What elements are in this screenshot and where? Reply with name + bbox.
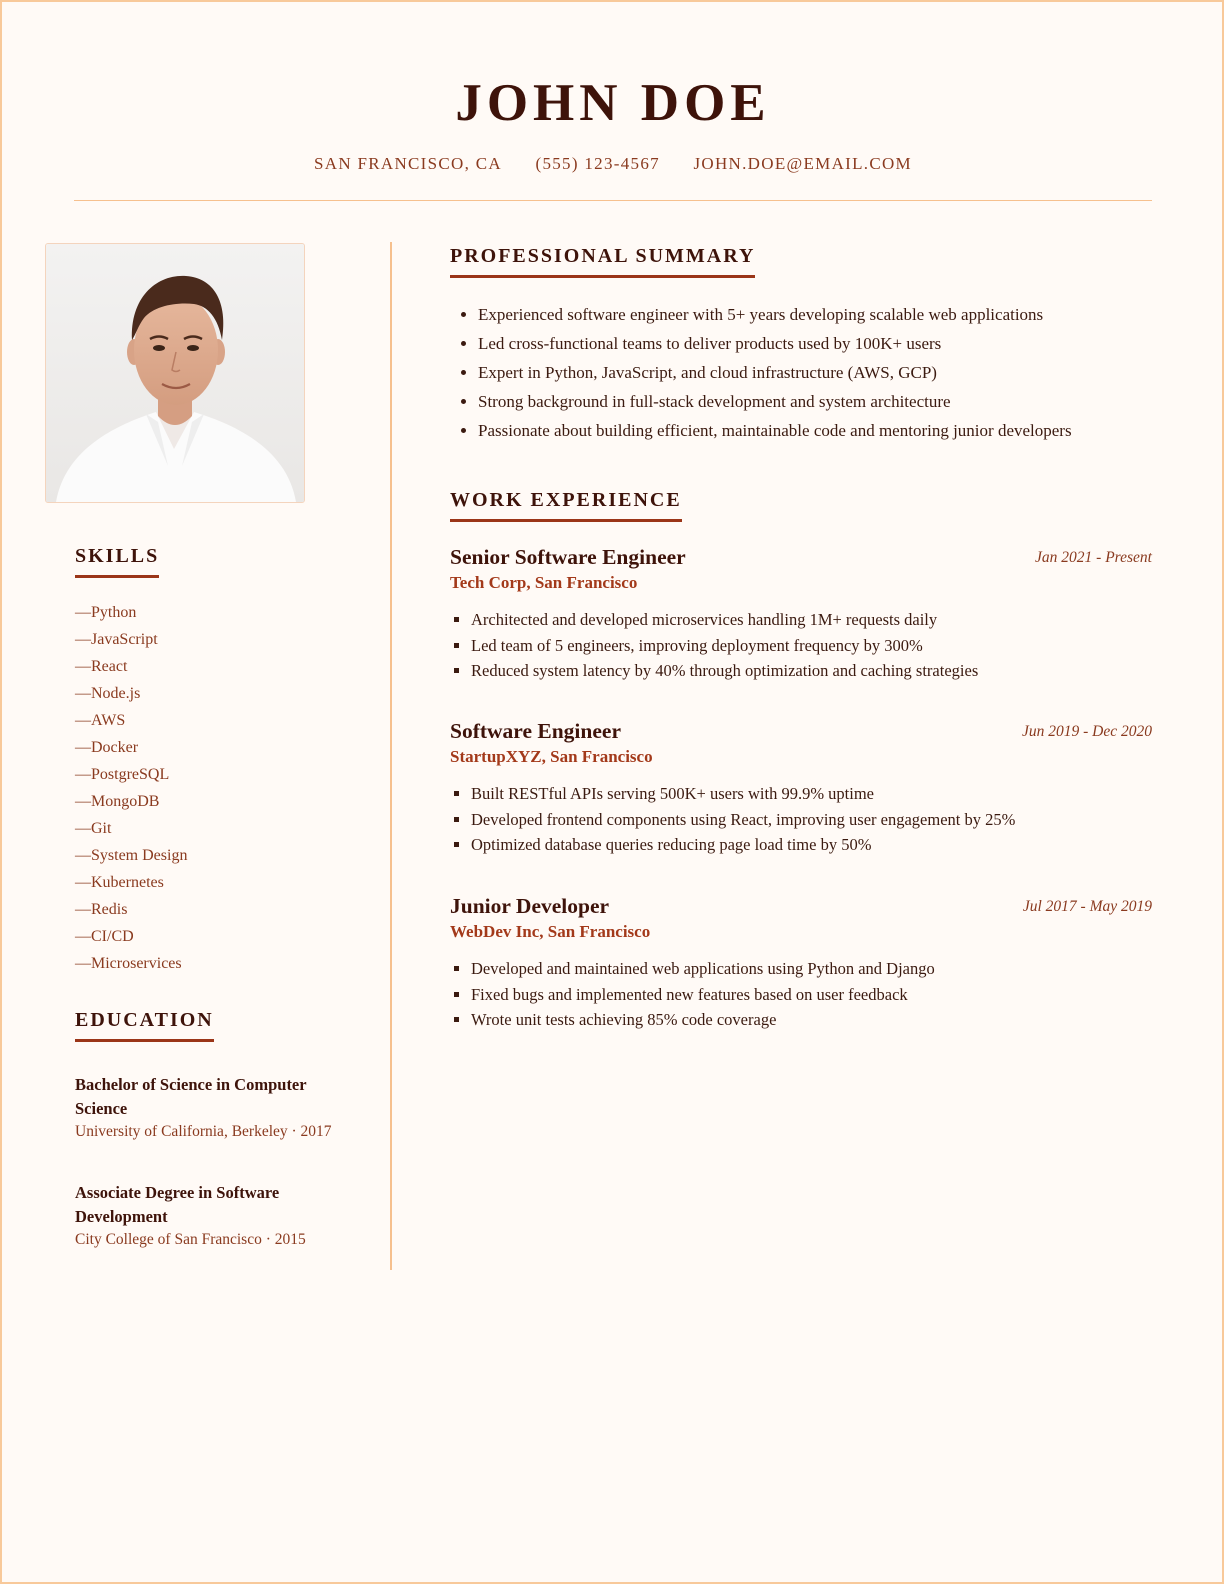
summary-item: • Strong background in full-stack development and system architecture — [478, 387, 1072, 416]
skill-item: —Kubernetes — [75, 874, 164, 891]
job-bullets — [450, 607, 1152, 684]
job-title: Software Engineer — [450, 719, 621, 743]
summary-heading: PROFESSIONAL SUMMARY — [450, 245, 755, 278]
skill-item: —MongoDB — [75, 793, 160, 810]
job-bullets — [450, 781, 1152, 858]
summary-item: • Experienced software engineer with 5+ years developing scalable web applications — [478, 300, 1072, 329]
contact-line — [74, 154, 1152, 174]
job-company: Tech Corp, San Francisco — [450, 573, 638, 592]
skill-item: —Git — [75, 820, 112, 837]
job-entry — [450, 718, 1152, 858]
education-heading: EDUCATION — [75, 1009, 214, 1042]
summary-list — [450, 300, 1072, 445]
job-bullet: ▪ Optimized database queries reducing page load time by 50% — [471, 832, 1152, 858]
education-entry — [75, 1073, 337, 1141]
skill-item: —Docker — [75, 739, 139, 756]
job-entry — [450, 544, 1152, 684]
job-bullet: ▪ Wrote unit tests achieving 85% code coverage — [471, 1007, 1152, 1033]
job-bullet: ▪ Architected and developed microservices handling 1M+ requests daily — [471, 607, 1152, 633]
job-dates: Jul 2017 - May 2019 — [1022, 898, 1152, 915]
skills-list — [75, 599, 187, 977]
candidate-name: JOHN DOE — [455, 74, 771, 132]
skill-item: —System Design — [75, 847, 188, 864]
education-degree: Associate Degree in Software Development — [75, 1183, 280, 1226]
job-bullet: ▪ Fixed bugs and implemented new features based on user feedback — [471, 982, 1152, 1008]
skill-item: —Node.js — [75, 685, 141, 702]
contact-phone: (555) 123-4567 — [535, 154, 660, 173]
profile-photo — [45, 243, 305, 503]
job-bullets — [450, 956, 1152, 1033]
education-school: University of California, Berkeley · 2017 — [75, 1123, 332, 1140]
summary-item: • Led cross-functional teams to deliver products used by 100K+ users — [478, 329, 1072, 358]
job-company: StartupXYZ, San Francisco — [450, 747, 653, 766]
education-school: City College of San Francisco · 2015 — [75, 1231, 306, 1248]
education-entry — [75, 1181, 337, 1249]
job-dates: Jun 2019 - Dec 2020 — [1022, 723, 1152, 740]
job-title: Junior Developer — [450, 894, 610, 918]
contact-location: SAN FRANCISCO, CA — [314, 154, 502, 173]
skill-item: —Microservices — [75, 955, 182, 972]
experience-heading: WORK EXPERIENCE — [450, 489, 682, 522]
skill-item: —React — [75, 658, 128, 675]
job-company: WebDev Inc, San Francisco — [450, 922, 651, 941]
skill-item: —CI/CD — [75, 928, 134, 945]
education-degree: Bachelor of Science in Computer Science — [75, 1075, 307, 1118]
skill-item: —JavaScript — [75, 631, 158, 648]
job-bullet: ▪ Reduced system latency by 40% through optimization and caching strategies — [471, 658, 1152, 684]
skills-heading: SKILLS — [75, 545, 159, 578]
job-bullet: ▪ Developed and maintained web applications using Python and Django — [471, 956, 1152, 982]
skill-item: —Python — [75, 604, 137, 621]
job-bullet: ▪ Led team of 5 engineers, improving deployment frequency by 300% — [471, 633, 1152, 659]
job-bullet: ▪ Built RESTful APIs serving 500K+ users with 99.9% uptime — [471, 781, 1152, 807]
column-divider — [390, 242, 392, 1270]
job-dates: Jan 2021 - Present — [1035, 549, 1152, 566]
summary-item: • Passionate about building efficient, maintainable code and mentoring junior developers — [478, 416, 1072, 445]
job-bullet: ▪ Developed frontend components using React, improving user engagement by 25% — [471, 807, 1152, 833]
job-title: Senior Software Engineer — [450, 545, 686, 569]
job-entry — [450, 893, 1152, 1033]
summary-item: • Expert in Python, JavaScript, and cloud infrastructure (AWS, GCP) — [478, 358, 1072, 387]
contact-email: JOHN.DOE@EMAIL.COM — [693, 154, 912, 173]
profile-portrait-icon — [46, 244, 304, 502]
skill-item: —Redis — [75, 901, 128, 918]
skill-item: —PostgreSQL — [75, 766, 170, 783]
resume-header — [74, 2, 1152, 201]
skill-item: —AWS — [75, 712, 126, 729]
